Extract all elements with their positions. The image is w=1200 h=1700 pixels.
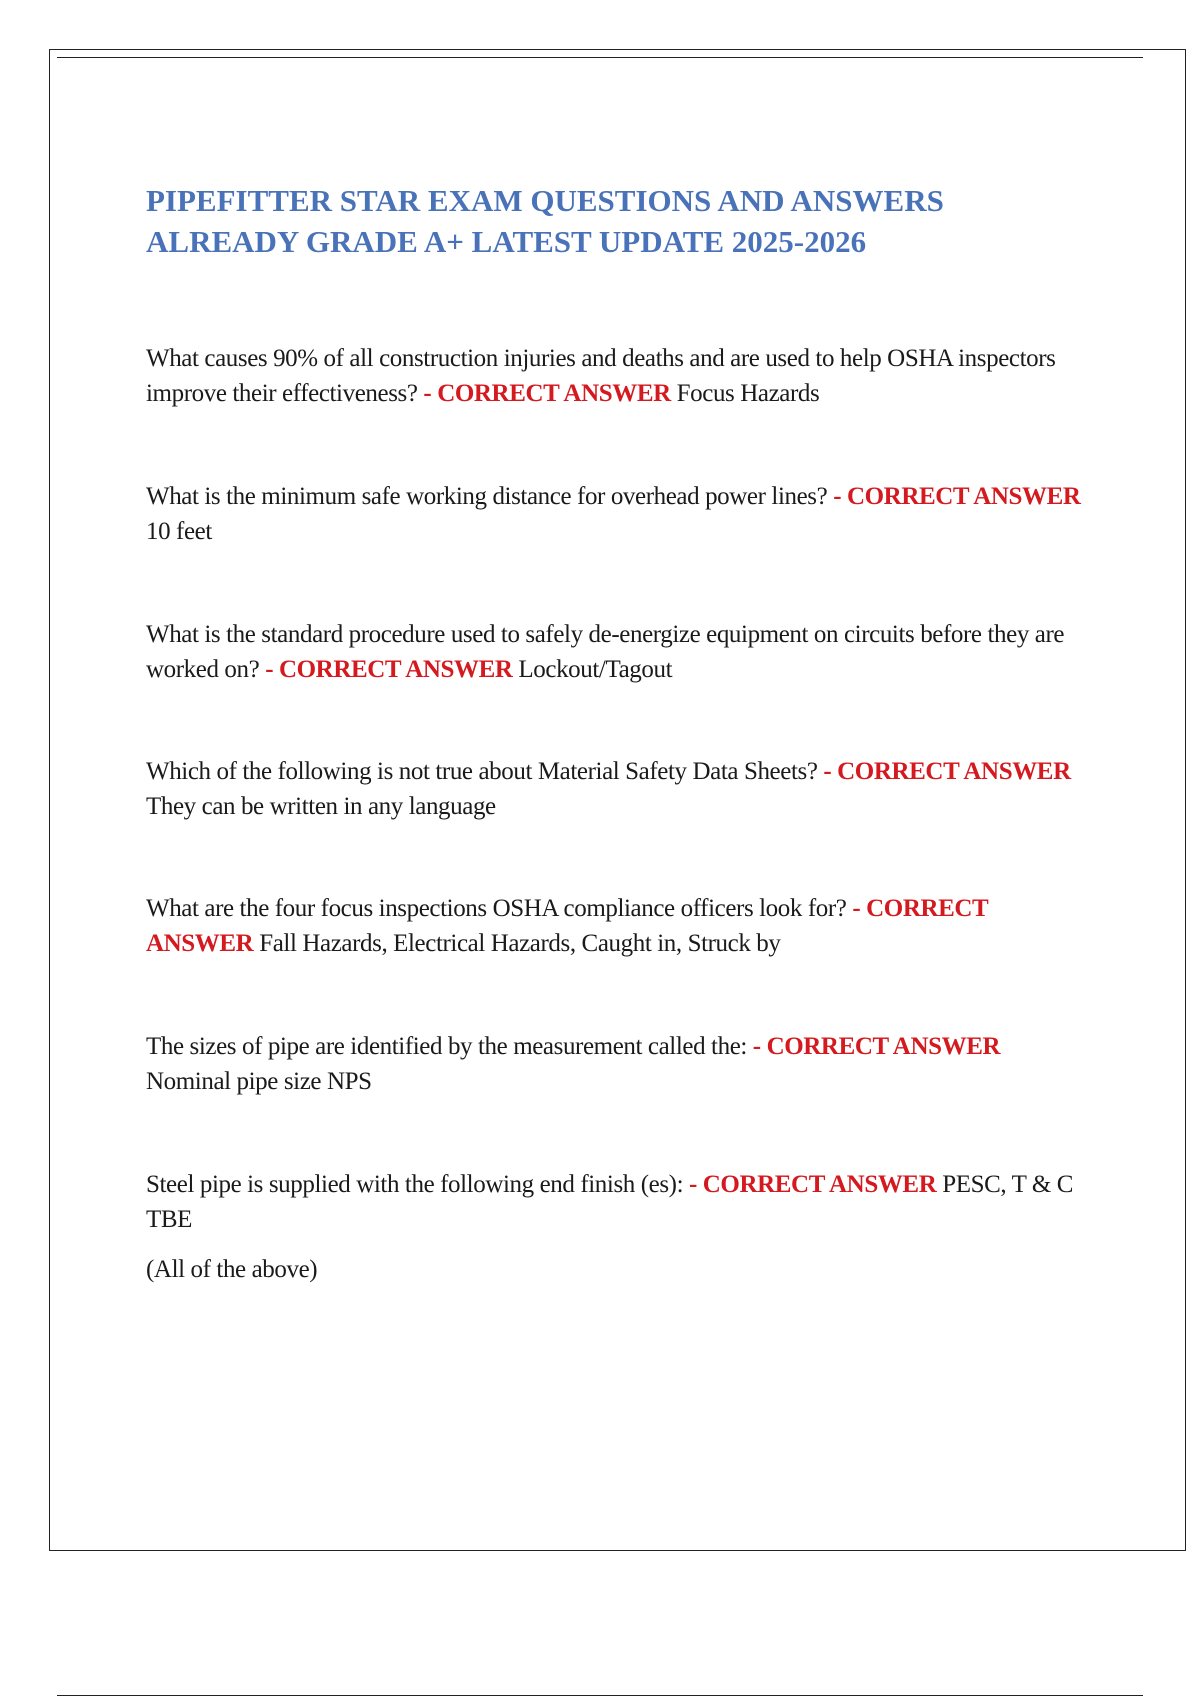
trailing-note: (All of the above) bbox=[146, 1256, 318, 1283]
question-text: Steel pipe is supplied with the following end finish (es): bbox=[146, 1171, 684, 1198]
qa-item-1 bbox=[146, 341, 1086, 411]
top-rule bbox=[57, 57, 1143, 58]
qa-item-7 bbox=[146, 1167, 1086, 1237]
qa-item-6 bbox=[146, 1029, 1086, 1099]
qa-item-5 bbox=[146, 891, 1086, 961]
qa-item-2 bbox=[146, 479, 1086, 549]
question-text: The sizes of pipe are identified by the measurement called the: bbox=[146, 1033, 747, 1060]
answer-text: 10 feet bbox=[146, 518, 212, 545]
correct-answer-marker: - CORRECT ANSWER bbox=[833, 483, 1081, 510]
qa-item-3 bbox=[146, 617, 1086, 687]
correct-answer-marker: - CORRECT ANSWER bbox=[423, 380, 671, 407]
bottom-rule bbox=[57, 1695, 1143, 1696]
question-text: What causes 90% of all construction injuries and deaths and are used to help OSHA inspectors improve their effectiveness? bbox=[146, 345, 1056, 407]
answer-text: Nominal pipe size NPS bbox=[146, 1068, 372, 1095]
answer-text: Focus Hazards bbox=[676, 380, 820, 407]
answer-text: PESC, T & C TBE bbox=[146, 1171, 1074, 1233]
question-text: Which of the following is not true about Material Safety Data Sheets? bbox=[146, 758, 818, 785]
title-line-1: PIPEFITTER STAR EXAM QUESTIONS AND ANSWERS bbox=[146, 183, 944, 218]
correct-answer-marker: - CORRECT ANSWER bbox=[752, 1033, 1001, 1060]
correct-answer-marker: - CORRECT ANSWER bbox=[689, 1171, 937, 1198]
correct-answer-marker: - CORRECT ANSWER bbox=[265, 656, 513, 683]
question-text: What are the four focus inspections OSHA compliance officers look for? bbox=[146, 895, 847, 922]
correct-answer-marker: - CORRECT ANSWER bbox=[146, 895, 988, 957]
correct-answer-marker: - CORRECT ANSWER bbox=[823, 758, 1071, 785]
question-text: What is the minimum safe working distance for overhead power lines? bbox=[146, 483, 828, 510]
qa-item-4 bbox=[146, 754, 1086, 824]
answer-text: Lockout/Tagout bbox=[518, 656, 673, 683]
question-text: What is the standard procedure used to safely de-energize equipment on circuits before they are worked on? bbox=[146, 621, 1065, 683]
answer-text: They can be written in any language bbox=[146, 793, 496, 820]
document-title bbox=[146, 180, 1106, 262]
title-line-2: ALREADY GRADE A+ LATEST UPDATE 2025-2026 bbox=[146, 224, 867, 259]
answer-text: Fall Hazards, Electrical Hazards, Caught in, Struck by bbox=[259, 930, 781, 957]
